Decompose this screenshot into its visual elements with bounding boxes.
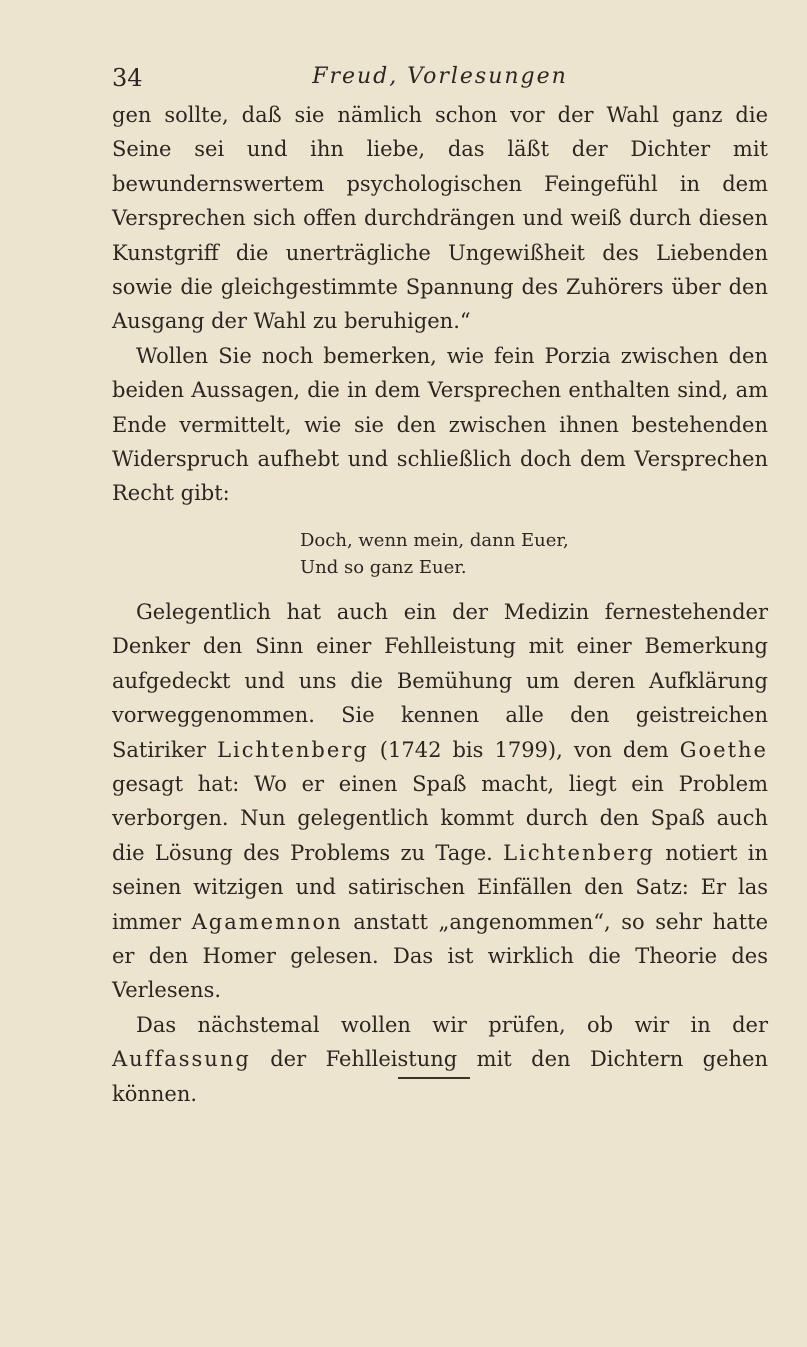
paragraphs-before-verse [112,98,768,511]
emphasized-name: Goethe [679,737,768,762]
text-segment: Das nächstemal wollen wir prüfen, ob wir in der [136,1012,768,1037]
text-segment: der Fehlleistung mit den Dichtern gehen können. [112,1047,768,1106]
emphasized-name: Auffassung [112,1047,251,1072]
emphasized-name: Lichtenberg [503,840,655,865]
text-segment: gen sollte, daß sie nämlich schon vor der Wahl ganz die Seine sei und ihn liebe, das läßt der Dichter mit bewundernswertem psychologischen Feingefühl in dem Versprechen sich offen durchdrängen und weiß durch diesen Kunstgriff die unerträgliche Ungewißheit des Liebenden sowie die gleichgestimmte Spannung des Zuhörers über den Ausgang der Wahl zu beruhigen.“ [112,103,768,334]
text-segment: Gelegentlich hat auch ein der Medizin fernestehender Denker den Sinn einer Fehlleistung mit einer Bemerkung aufgedeckt und uns die Bemühung um deren Aufklärung vorweggenommen. Sie kennen alle den geistreichen Satiriker [112,599,768,762]
verse-line: Und so ganz Euer. [300,556,467,578]
paragraphs-after-verse [112,595,768,1111]
paragraph [112,98,768,339]
end-rule [398,1077,470,1079]
paragraph [112,1008,768,1111]
body-text [112,98,768,1111]
verse-line: Doch, wenn mein, dann Euer, [300,529,569,551]
emphasized-name: Lichtenberg [217,737,369,762]
emphasized-name: Agamemnon [191,909,343,934]
text-segment: Wollen Sie noch bemerken, wie fein Porzia zwischen den beiden Aussagen, die in dem Versprechen enthalten sind, am Ende vermittelt, wie sie den zwischen ihnen bestehenden Widerspruch aufhebt und schließlich doch dem Versprechen Recht gibt: [112,343,768,506]
text-segment: anstatt „angenommen“, so sehr hatte er den Homer gelesen. Das ist wirklich die Theorie des Verlesens. [112,909,768,1003]
page-number: 34 [112,64,143,92]
verse-quote [300,527,768,581]
paragraph [112,595,768,1008]
running-title: Freud, Vorlesungen [312,64,568,89]
text-segment: gesagt hat: Wo er einen Spaß macht, liegt ein Problem verborgen. Nun gelegentlich kommt durch den Spaß auch die Lösung des Problems zu Tage. [112,771,768,865]
text-segment: notiert in seinen witzigen und satirischen Einfällen den Satz: Er las immer [112,840,768,934]
page-header [112,64,768,96]
text-segment: (1742 bis 1799), von dem [368,737,680,762]
paragraph [112,339,768,511]
